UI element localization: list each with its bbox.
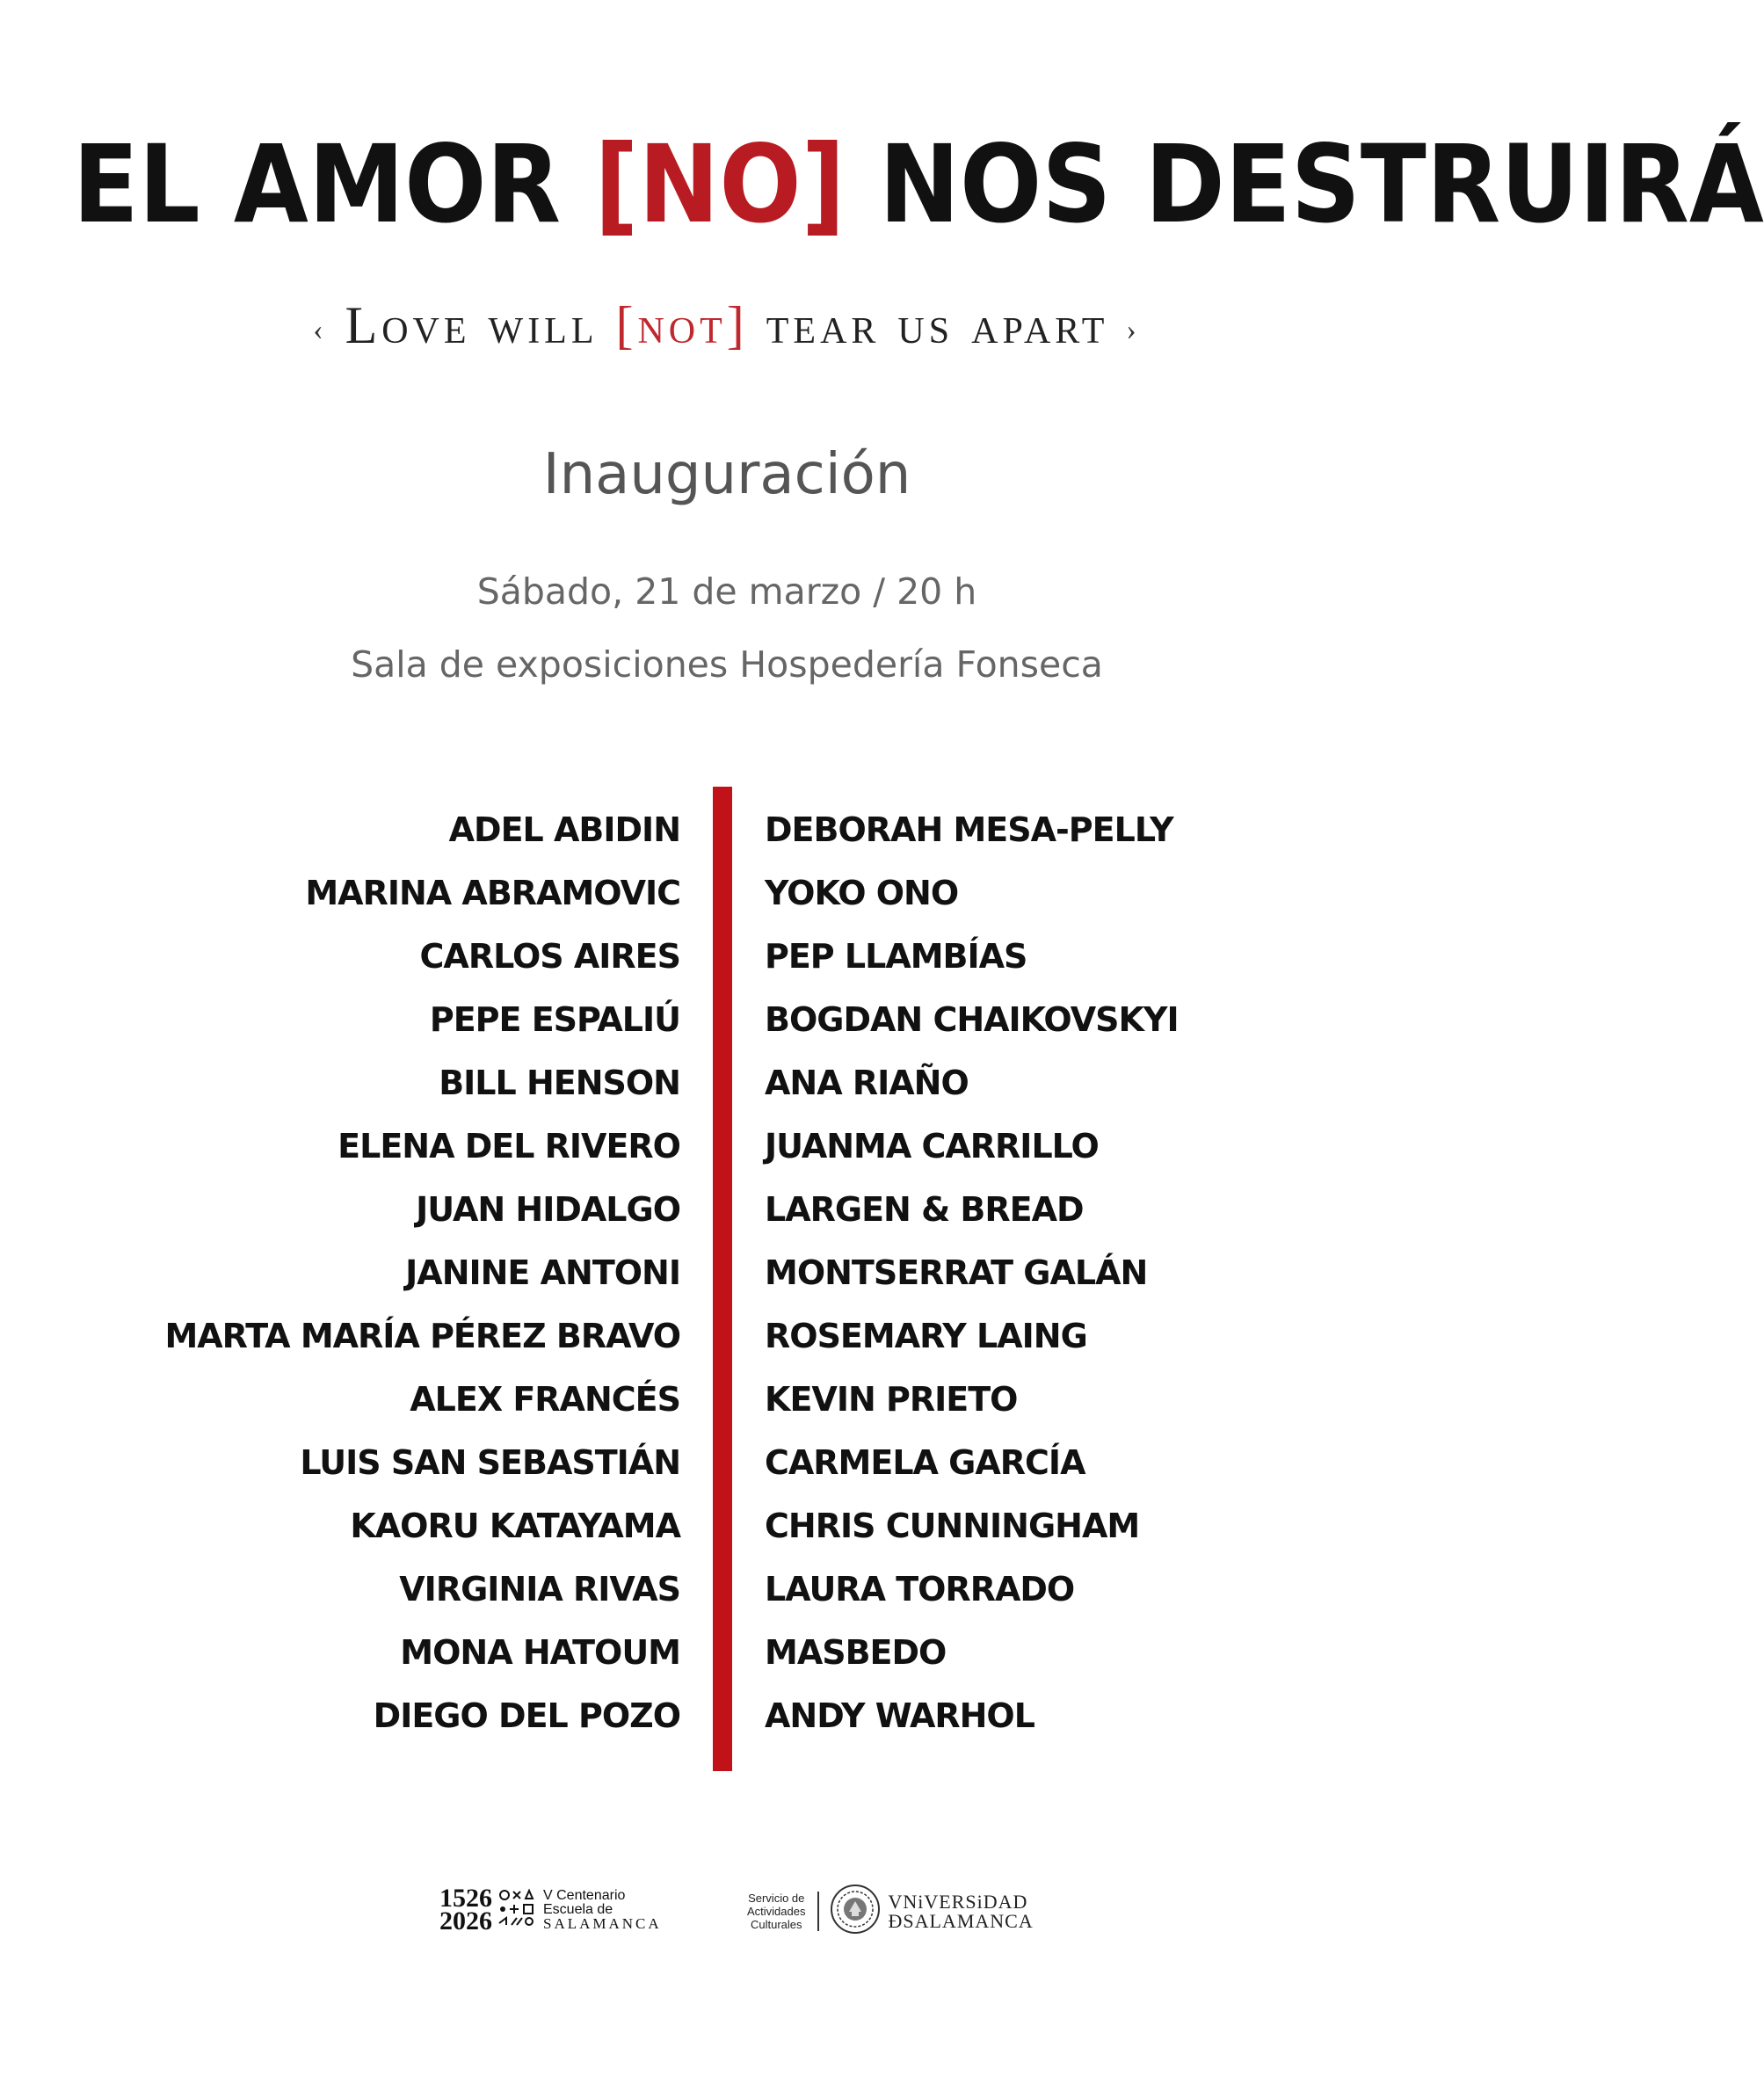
subtitle-part2: tear us apart: [748, 296, 1109, 354]
sac-line1: Servicio de: [748, 1892, 805, 1905]
sac-text: [747, 1892, 819, 1931]
title-part1: EL AMOR: [72, 122, 595, 247]
artist-name: DIEGO DEL POZO: [373, 1696, 680, 1735]
artist-name: YOKO ONO: [765, 874, 959, 912]
exhibition-subtitle: [0, 294, 1454, 361]
title-highlight: [NO]: [594, 122, 846, 247]
sac-line3: Culturales: [750, 1918, 802, 1931]
artist-name: CHRIS CUNNINGHAM: [765, 1507, 1140, 1545]
subtitle-open-mark: ‹: [313, 314, 328, 347]
artist-name: MONTSERRAT GALÁN: [765, 1253, 1148, 1292]
artist-name: MONA HATOUM: [400, 1633, 680, 1672]
centenario-line3: SALAMANCA: [543, 1915, 662, 1932]
year-start: 1526: [439, 1884, 492, 1913]
artists-right-column: [765, 805, 1179, 1754]
artist-name: DEBORAH MESA-PELLY: [765, 810, 1173, 849]
artist-name: ANA RIAÑO: [765, 1064, 969, 1102]
artist-name: MASBEDO: [765, 1633, 947, 1672]
artists-left-column: [164, 805, 680, 1754]
centenario-glyphs-icon: [497, 1888, 536, 1932]
subtitle-highlight: [not]: [615, 296, 749, 354]
university-seal-icon: [830, 1884, 881, 1939]
artist-name: ADEL ABIDIN: [448, 810, 680, 849]
artist-name: LAURA TORRADO: [765, 1570, 1075, 1609]
artist-name: ALEX FRANCÉS: [410, 1380, 680, 1419]
university-line1: VNiVERSiDAD: [888, 1890, 1028, 1913]
artist-name: PEPE ESPALIÚ: [429, 1000, 680, 1039]
artist-name: ELENA DEL RIVERO: [338, 1127, 680, 1166]
title-part2: NOS DESTRUIRÁ: [845, 122, 1764, 247]
artist-name: MARTA MARÍA PÉREZ BRAVO: [164, 1317, 680, 1355]
artist-name: PEP LLAMBÍAS: [765, 937, 1027, 976]
centenario-line2: Escuela de: [543, 1902, 613, 1917]
artist-name: JUAN HIDALGO: [416, 1190, 680, 1229]
artist-name: KAORU KATAYAMA: [350, 1507, 680, 1545]
university-line2: ÐSALAMANCA: [888, 1909, 1034, 1932]
event-heading: Inauguración: [542, 442, 911, 507]
artist-name: ANDY WARHOL: [765, 1696, 1034, 1735]
footer-logos: [0, 1877, 1454, 1947]
artist-name: KEVIN PRIETO: [765, 1380, 1018, 1419]
event-date: Sábado, 21 de marzo / 20 h: [476, 570, 977, 613]
artist-name: LUIS SAN SEBASTIÁN: [300, 1443, 680, 1482]
artist-name: VIRGINIA RIVAS: [399, 1570, 680, 1609]
artist-name: BILL HENSON: [439, 1064, 680, 1102]
centenario-text: [543, 1889, 662, 1931]
artist-name: CARMELA GARCÍA: [765, 1443, 1085, 1482]
centenario-line1: V Centenario: [543, 1888, 626, 1903]
sac-line2: Actividades: [747, 1905, 806, 1918]
artist-name: BOGDAN CHAIKOVSKYI: [765, 1000, 1179, 1039]
artist-name: LARGEN & BREAD: [765, 1190, 1084, 1229]
event-venue: Sala de exposiciones Hospedería Fonseca: [351, 643, 1103, 686]
subtitle-close-mark: ›: [1126, 314, 1141, 347]
centenario-years: [439, 1884, 492, 1935]
artist-name: CARLOS AIRES: [419, 937, 680, 976]
artist-name: JUANMA CARRILLO: [765, 1127, 1099, 1166]
subtitle-part1: Love will: [345, 296, 616, 354]
artist-name: ROSEMARY LAING: [765, 1317, 1087, 1355]
university-logo: [747, 1884, 1034, 1939]
artist-name: MARINA ABRAMOVIC: [305, 874, 680, 912]
exhibition-title: [72, 122, 1764, 247]
university-name: [888, 1892, 1033, 1931]
year-end: 2026: [439, 1906, 492, 1935]
center-divider: [713, 787, 732, 1771]
centenario-logo: [439, 1884, 662, 1935]
artist-name: JANINE ANTONI: [405, 1253, 680, 1292]
